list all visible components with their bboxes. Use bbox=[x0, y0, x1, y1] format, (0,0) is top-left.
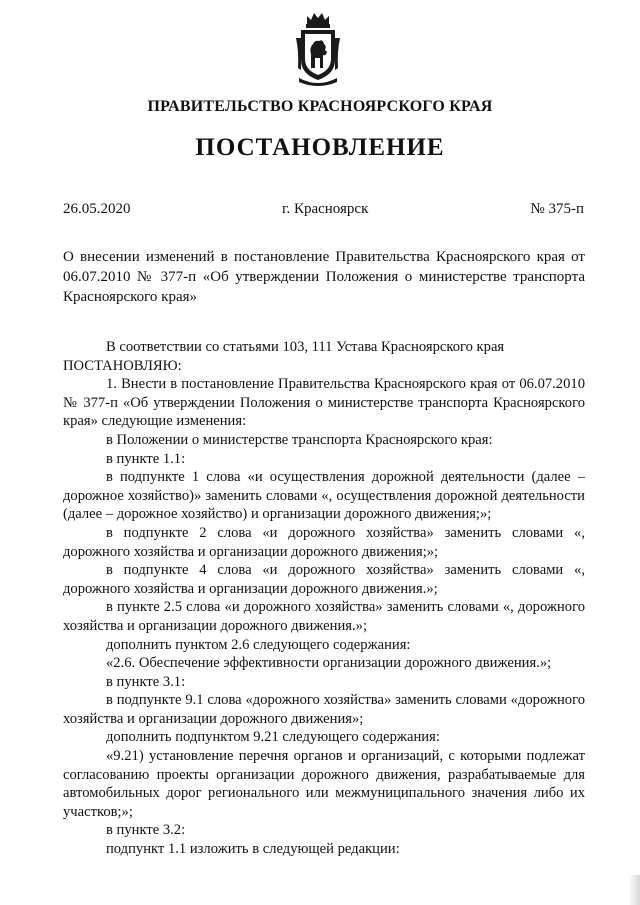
document-city: г. Красноярск bbox=[282, 201, 369, 217]
body-paragraph: дополнить подпунктом 9.21 следующего содержания: bbox=[106, 729, 440, 746]
body-paragraph: в подпункте 2 слова «и дорожного хозяйства» заменить словами «, дорожного хозяйства и организации дорожного движения;»; bbox=[63, 524, 585, 560]
krasnoyarsk-coat-of-arms-icon bbox=[293, 8, 343, 86]
body-paragraph: в пункте 2.5 слова «и дорожного хозяйства» заменить словами «, дорожного хозяйства и организации дорожного движения.»; bbox=[63, 599, 585, 634]
body-paragraph: в пункте 1.1: bbox=[106, 450, 186, 467]
document-type-title: ПОСТАНОВЛЕНИЕ bbox=[195, 134, 445, 161]
body-paragraph: ПОСТАНОВЛЯЮ: bbox=[63, 357, 182, 374]
body-paragraph: в подпункте 4 слова «и дорожного хозяйства» заменить словами «, дорожного хозяйства и организации дорожного движения.»; bbox=[63, 562, 585, 597]
body-paragraph: в подпункте 1 слова «и осуществления дорожной деятельности (далее – дорожное хозяйство)» заменить словами «, осуществления дорожной деятельности (далее – дорожное хозяйство) и организации дорожного движения;»; bbox=[63, 469, 585, 523]
body-paragraph: В соответствии со статьями 103, 111 Устава Красноярского края bbox=[106, 339, 505, 355]
government-title: ПРАВИТЕЛЬСТВО КРАСНОЯРСКОГО КРАЯ bbox=[147, 98, 493, 115]
body-paragraph: в подпункте 9.1 слова «дорожного хозяйства» заменить словами «дорожного хозяйства и организации дорожного движения»; bbox=[63, 692, 585, 727]
document-subject: О внесении изменений в постановление Правительства Красноярского края от 06.07.2010 № 377-п «Об утверждении Положения о министерстве транспорта Красноярского края» bbox=[63, 249, 585, 305]
body-paragraph: «9.21) установление перечня органов и организаций, с которыми подлежат согласованию проекты организации дорожного движения, разрабатываемые для автомобильных дорог регионального или межмуниципального значения либо их участков;»; bbox=[63, 748, 585, 820]
document-number: № 375-п bbox=[530, 201, 584, 217]
body-paragraph: «2.6. Обеспечение эффективности организации дорожного движения.»; bbox=[106, 655, 552, 672]
scan-edge-shadow bbox=[628, 875, 640, 905]
body-paragraph: в пункте 3.2: bbox=[106, 822, 186, 839]
body-paragraph: подпункт 1.1 изложить в следующей редакции: bbox=[106, 841, 400, 858]
body-paragraph: в Положении о министерстве транспорта Красноярского края: bbox=[106, 431, 493, 448]
document-date: 26.05.2020 bbox=[63, 201, 131, 217]
body-paragraph: дополнить пунктом 2.6 следующего содержания: bbox=[106, 636, 411, 653]
body-paragraph: в пункте 3.1: bbox=[106, 673, 186, 690]
body-paragraph: 1. Внести в постановление Правительства Красноярского края от 06.07.2010 № 377-п «Об утверждении Положения о министерстве транспорта Красноярского края» следующие изменения: bbox=[63, 376, 585, 430]
document-body bbox=[63, 338, 585, 859]
